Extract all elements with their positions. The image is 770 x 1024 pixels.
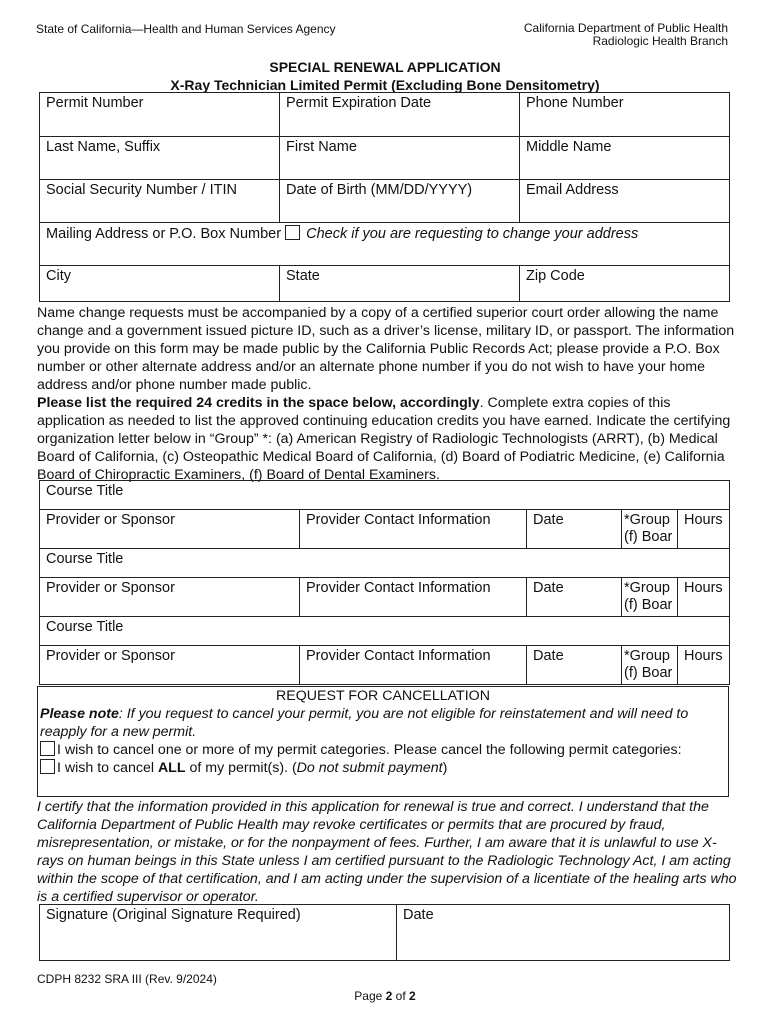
cancel-all-checkbox[interactable] — [40, 759, 55, 774]
first-name-field[interactable] — [280, 137, 520, 180]
course-date-label: Date — [533, 512, 564, 528]
hours-label: Hours — [684, 648, 723, 664]
middle-name-label: Middle Name — [526, 139, 612, 155]
hours-field[interactable] — [678, 578, 730, 617]
provider-contact-label: Provider Contact Information — [306, 580, 491, 596]
group-field[interactable] — [622, 510, 678, 549]
provider-contact-field[interactable] — [300, 510, 527, 549]
last-name-label: Last Name, Suffix — [46, 139, 161, 155]
page-current: 2 — [385, 989, 393, 1003]
page-number — [0, 989, 770, 1003]
permit-number-field[interactable] — [40, 93, 280, 137]
cancel-all-label-mid: of my permit(s). ( — [185, 760, 297, 776]
change-address-checkbox[interactable] — [285, 225, 300, 240]
credits-instructions — [37, 394, 737, 484]
department-header — [524, 22, 728, 48]
form-id: CDPH 8232 SRA III (Rev. 9/2024) — [37, 972, 217, 986]
cancellation-heading: REQUEST FOR CANCELLATION — [276, 688, 490, 704]
agency-header: State of California—Health and Human Services Agency — [36, 22, 336, 36]
permit-number-label: Permit Number — [46, 95, 144, 111]
course-title-field[interactable] — [40, 549, 730, 578]
provider-contact-label: Provider Contact Information — [306, 512, 491, 528]
department-name: California Department of Public Health — [523, 21, 728, 35]
provider-label: Provider or Sponsor — [46, 580, 175, 596]
course-date-label: Date — [533, 580, 564, 596]
cancel-all-option — [40, 759, 726, 777]
provider-contact-label: Provider Contact Information — [306, 648, 491, 664]
signature-label: Signature (Original Signature Required) — [46, 907, 301, 923]
last-name-field[interactable] — [40, 137, 280, 180]
first-name-label: First Name — [286, 139, 357, 155]
course-date-field[interactable] — [527, 510, 622, 549]
course-title-label: Course Title — [46, 483, 124, 499]
course-title-field[interactable] — [40, 481, 730, 510]
dob-field[interactable] — [280, 180, 520, 223]
hours-label: Hours — [684, 580, 723, 596]
zip-label: Zip Code — [526, 268, 585, 284]
group-field[interactable] — [622, 646, 678, 685]
cancellation-note-label: Please note — [40, 706, 119, 722]
courses-table — [39, 480, 730, 685]
page-total: 2 — [409, 989, 416, 1003]
provider-field[interactable] — [40, 578, 300, 617]
cancel-categories-checkbox[interactable] — [40, 741, 55, 756]
signature-date-field[interactable] — [397, 905, 730, 961]
provider-field[interactable] — [40, 510, 300, 549]
cancellation-section — [37, 686, 729, 797]
course-title-label: Course Title — [46, 551, 124, 567]
hours-field[interactable] — [678, 646, 730, 685]
group-label: *Group (f) Boar — [624, 512, 673, 545]
ssn-field[interactable] — [40, 180, 280, 223]
zip-field[interactable] — [520, 266, 730, 302]
email-field[interactable] — [520, 180, 730, 223]
change-address-label: Check if you are requesting to change your address — [306, 226, 639, 242]
signature-field[interactable] — [40, 905, 397, 961]
group-label: *Group (f) Boar — [624, 580, 673, 613]
permit-expiration-field[interactable] — [280, 93, 520, 137]
mailing-address-field[interactable] — [40, 223, 730, 266]
provider-label: Provider or Sponsor — [46, 512, 175, 528]
course-date-label: Date — [533, 648, 564, 664]
state-field[interactable] — [280, 266, 520, 302]
course-date-field[interactable] — [527, 646, 622, 685]
provider-contact-field[interactable] — [300, 578, 527, 617]
phone-label: Phone Number — [526, 95, 624, 111]
mailing-address-label: Mailing Address or P.O. Box Number — [46, 226, 282, 242]
hours-field[interactable] — [678, 510, 730, 549]
ssn-label: Social Security Number / ITIN — [46, 182, 237, 198]
course-date-field[interactable] — [527, 578, 622, 617]
cancel-all-label-end: ) — [442, 760, 448, 776]
course-title-label: Course Title — [46, 619, 124, 635]
certification-statement: I certify that the information provided in this application for renewal is true and correct. I understand that the California Department of Public Health may revoke certificates or permits that are procured by fraud, misrepresentation, or mistake, or for the nonpayment of fees. Further, I am aware that it is unlawful to use X-rays on human beings in this State unless I am certified pursuant to the Radiologic Technology Act, I am acting within the scope of that certification, and I am acting under the supervision of a licentiate of the healing arts who is a certified supervisor or operator. — [37, 799, 737, 905]
form-title: SPECIAL RENEWAL APPLICATION — [269, 59, 501, 75]
page-separator: of — [392, 989, 410, 1003]
name-change-notice: Name change requests must be accompanied by a copy of a certified superior court order allowing the name change and a government issued picture ID, such as a driver’s license, military ID, or passport. The information you provide on this form may be made public by the California Public Records Act; please provide a P.O. Box number or other alternate address and/or an alternate phone number if you do not wish to have your home address and/or phone number made public. — [37, 305, 735, 393]
cancellation-note — [40, 705, 726, 741]
provider-contact-field[interactable] — [300, 646, 527, 685]
signature-date-label: Date — [403, 907, 434, 923]
cancel-all-label-bold: ALL — [157, 760, 186, 776]
credits-instructions-bold: Please list the required 24 credits in the space below, accordingly — [37, 395, 480, 411]
branch-name: Radiologic Health Branch — [592, 34, 728, 48]
form-subtitle: X-Ray Technician Limited Permit (Excluding Bone Densitometry) — [170, 77, 600, 93]
provider-field[interactable] — [40, 646, 300, 685]
page-prefix: Page — [354, 989, 386, 1003]
course-title-field[interactable] — [40, 617, 730, 646]
cancel-categories-option — [40, 741, 726, 759]
group-label: *Group (f) Boar — [624, 648, 673, 681]
signature-table — [39, 904, 730, 961]
credits-instructions-text: . Complete extra copies of this application as needed to list the approved continuing education credits you have earned. Indicate the certifying organization letter below in “Group” *: (a) American Registry of Radiologic Technologists (ARRT), (b) Medical Board of California, (c) Osteopathic Medical Board of California, (d) Board of Podiatric Medicine, (e) California Board of Chiropractic Examiners, (f) Board of Dental Examiners. — [37, 395, 731, 483]
hours-label: Hours — [684, 512, 723, 528]
state-label: State — [286, 268, 320, 284]
city-field[interactable] — [40, 266, 280, 302]
phone-field[interactable] — [520, 93, 730, 137]
permit-expiration-label: Permit Expiration Date — [286, 95, 432, 111]
email-label: Email Address — [526, 182, 619, 198]
applicant-info-table — [39, 92, 730, 302]
cancellation-note-text: : If you request to cancel your permit, you are not eligible for reinstatement and will need to reapply for a new permit. — [40, 706, 689, 740]
group-field[interactable] — [622, 578, 678, 617]
cancel-all-label-italic: Do not submit payment — [296, 760, 443, 776]
cancel-all-label-pre: I wish to cancel — [57, 760, 158, 776]
city-label: City — [46, 268, 71, 284]
middle-name-field[interactable] — [520, 137, 730, 180]
provider-label: Provider or Sponsor — [46, 648, 175, 664]
cancel-categories-label: I wish to cancel one or more of my permit categories. Please cancel the following permit categories: — [57, 742, 682, 758]
dob-label: Date of Birth (MM/DD/YYYY) — [286, 182, 473, 198]
